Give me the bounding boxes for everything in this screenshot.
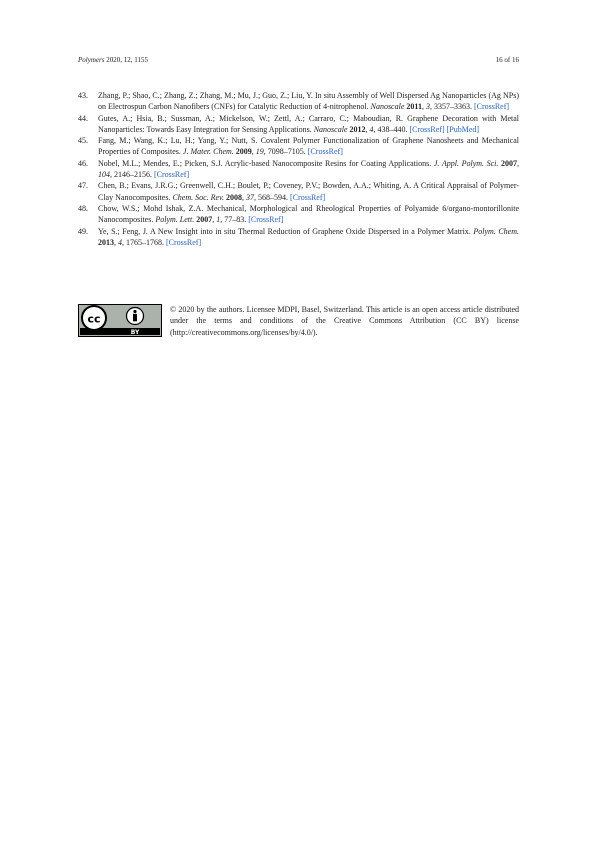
reference-number: 48. — [78, 203, 88, 213]
reference-body: Zhang, P.; Shao, C.; Zhang, Z.; Zhang, M.; Mu, J.; Guo, Z.; Liu, Y. In situ Assembly of Well Dispersed Ag Nanoparticles (Ag NPs) on Electrospun Carbon Nanofibers (CNFs) for Catalytic Reduction of 4-nitrophenol. Nanoscale 2011, 3, 3357–3363. [CrossRef] — [98, 91, 519, 112]
reference-year: 2007 — [196, 215, 213, 225]
reference-journal: Chem. Soc. Rev. — [172, 192, 225, 202]
reference-item — [78, 90, 519, 113]
reference-year: 2011 — [406, 102, 422, 112]
reference-year: 2009 — [235, 147, 252, 157]
crossref-link[interactable]: [CrossRef] — [473, 102, 510, 112]
reference-body: Chen, B.; Evans, J.R.G.; Greenwell, C.H.; Boulet, P.; Coveney, P.V.; Bowden, A.A.; Whiting, A. A Critical Appraisal of Polymer-Clay Nanocomposites. Chem. Soc. Rev. 2008, 37, 568–594. [CrossRef] — [98, 181, 519, 202]
reference-number: 44. — [78, 113, 88, 123]
journal-name: Polymers — [78, 56, 105, 64]
crossref-link[interactable]: [CrossRef] — [166, 237, 202, 247]
by-logo-text: BY — [130, 329, 140, 336]
reference-volume: 19 — [255, 147, 264, 157]
reference-year: 2013 — [98, 237, 114, 247]
pubmed-link[interactable]: [PubMed] — [446, 124, 480, 134]
page-header — [78, 56, 519, 65]
reference-authors-title: Chen, B.; Evans, J.R.G.; Greenwell, C.H.; Boulet, P.; Coveney, P.V.; Bowden, A.A.; Whiting, A. A Critical Appraisal of Polymer-Clay Nanocomposites. — [98, 181, 519, 202]
reference-pages: 1765–1768. — [126, 237, 164, 247]
reference-volume: 104 — [98, 170, 110, 180]
reference-pages: 77–83. — [224, 215, 247, 225]
reference-authors-title: Ye, S.; Feng, J. A New Insight into in situ Thermal Reduction of Graphene Oxide Dispersed in a Polymer Matrix. — [98, 226, 471, 236]
reference-volume: 1 — [216, 215, 221, 225]
reference-authors-title: Gutes, A.; Hsia, B.; Sussman, A.; Mickelson, W.; Zettl, A.; Carraro, C.; Maboudian, R. Graphene Decoration with Metal Nanoparticles: Towards Easy Integration for Sensing Applications. — [98, 113, 519, 134]
reference-journal: J. Mater. Chem. — [182, 147, 234, 157]
reference-year: 2008 — [226, 192, 243, 202]
license-text: © 2020 by the authors. Licensee MDPI, Basel, Switzerland. This article is an open access article distributed under the terms and conditions of the Creative Commons Attribution (CC BY) license (http://creativecommons.org/licenses/by/4.0/). — [170, 305, 519, 337]
reference-year: 2012 — [349, 124, 366, 134]
reference-body: Ye, S.; Feng, J. A New Insight into in situ Thermal Reduction of Graphene Oxide Dispersed in a Polymer Matrix. Polym. Chem. 2013, 4, 1765–1768. [CrossRef] — [98, 226, 520, 247]
reference-authors-title: Zhang, P.; Shao, C.; Zhang, Z.; Zhang, M.; Mu, J.; Guo, Z.; Liu, Y. In situ Assembly of Well Dispersed Ag Nanoparticles (Ag NPs) on Electrospun Carbon Nanofibers (CNFs) for Catalytic Reduction of 4-nitrophenol. — [98, 91, 519, 112]
crossref-link[interactable]: [CrossRef] — [154, 170, 190, 180]
page-number: 16 of 16 — [495, 56, 519, 64]
crossref-link[interactable]: [CrossRef] — [307, 147, 343, 157]
citation-info: 2020, 12, 1155 — [106, 56, 148, 64]
reference-item — [78, 180, 519, 203]
reference-pages: 7098–7105. — [267, 147, 306, 157]
reference-number: 47. — [78, 181, 88, 191]
reference-journal: Nanoscale — [313, 124, 348, 134]
reference-journal: Polym. Chem. — [473, 226, 520, 236]
reference-number: 45. — [78, 136, 88, 146]
cc-logo-text: cc — [87, 312, 101, 326]
reference-item — [78, 203, 519, 226]
reference-item — [78, 135, 519, 158]
reference-volume: 3 — [425, 102, 430, 112]
reference-pages: 438–440. — [377, 124, 408, 134]
reference-body: Fang, M.; Wang, K.; Lu, H.; Yang, Y.; Nutt, S. Covalent Polymer Functionalization of Graphene Nanosheets and Mechanical Properties of Composites. J. Mater. Chem. 2009, 19, 7098–7105. [CrossRef] — [98, 136, 519, 157]
reference-volume: 4 — [118, 237, 122, 247]
reference-number: 46. — [78, 158, 88, 168]
reference-journal: Polym. Lett. — [155, 215, 195, 225]
reference-pages: 568–594. — [258, 192, 289, 202]
crossref-link[interactable]: [CrossRef] — [409, 124, 445, 134]
crossref-link[interactable]: [CrossRef] — [290, 192, 326, 202]
reference-authors-title: Nobel, M.L.; Mendes, E.; Picken, S.J. Acrylic-based Nanocomposite Resins for Coating Applications. — [98, 158, 432, 168]
reference-list — [78, 90, 519, 248]
reference-volume: 4 — [369, 124, 374, 134]
reference-number: 49. — [78, 226, 88, 236]
reference-pages: 3357–3363. — [433, 102, 472, 112]
reference-number: 43. — [78, 91, 88, 100]
reference-body: Gutes, A.; Hsia, B.; Sussman, A.; Mickelson, W.; Zettl, A.; Carraro, C.; Maboudian, R. Graphene Decoration with Metal Nanoparticles: Towards Easy Integration for Sensing Applications. Nanoscale 2012, 4, 438–440. [CrossRef] [PubMed] — [98, 113, 519, 134]
reference-authors-title: Chow, W.S.; Mohd Ishak, Z.A. Mechanical, Morphological and Rheological Properties of Polyamide 6/organo-montorillonite Nanocomposites. — [98, 203, 519, 225]
license-block — [78, 304, 519, 338]
reference-authors-title: Fang, M.; Wang, K.; Lu, H.; Yang, Y.; Nutt, S. Covalent Polymer Functionalization of Graphene Nanosheets and Mechanical Properties of Composites. — [98, 136, 519, 157]
reference-volume: 37 — [246, 192, 255, 202]
reference-pages: 2146–2156. — [114, 170, 152, 180]
cc-by-license-icon[interactable] — [78, 304, 162, 337]
reference-journal: J. Appl. Polym. Sci. — [433, 158, 499, 168]
crossref-link[interactable]: [CrossRef] — [248, 215, 284, 225]
reference-item — [78, 113, 519, 136]
reference-body: Nobel, M.L.; Mendes, E.; Picken, S.J. Acrylic-based Nanocomposite Resins for Coating Applications. J. Appl. Polym. Sci. 2007, 104, 2146–2156. [CrossRef] — [98, 158, 520, 180]
reference-journal: Nanoscale — [370, 102, 405, 112]
reference-item — [78, 158, 519, 181]
reference-year: 2007 — [501, 158, 518, 168]
reference-body: Chow, W.S.; Mohd Ishak, Z.A. Mechanical, Morphological and Rheological Properties of Polyamide 6/organo-montorillonite Nanocomposites. Polym. Lett. 2007, 1, 77–83. [CrossRef] — [98, 203, 519, 225]
reference-item — [78, 226, 519, 249]
